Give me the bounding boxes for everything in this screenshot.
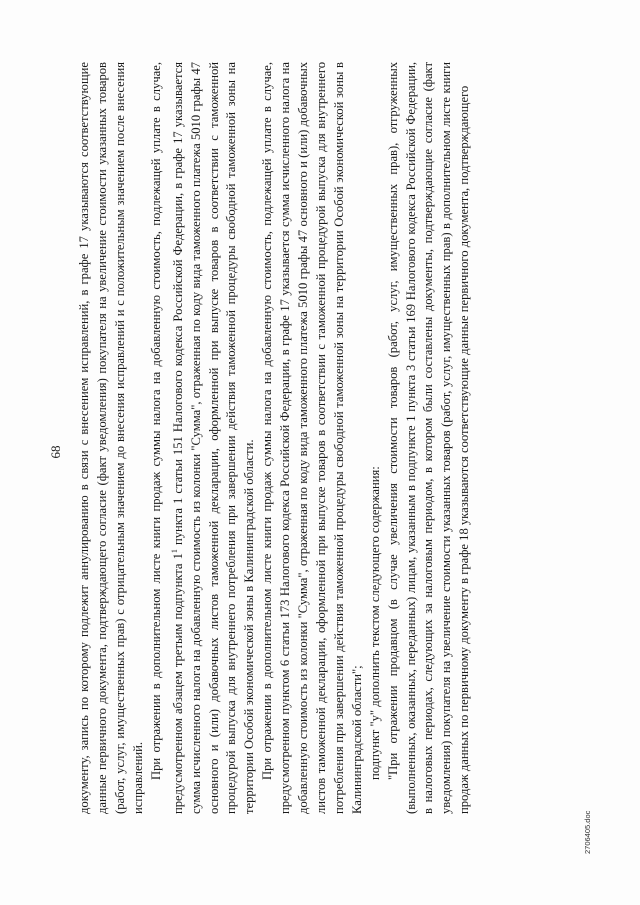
paragraph-2-part-b: пункта 1 статьи 151 Налогового кодекса Российской Федерации, в графе 17 указывается сумма исчисленного налога на добавленную стоимость из колонки "Сумма", отраженная по коду вида таможенного платежа 5010 графы 47 основного и (или) добавочных листов таможенной декларации, оформленной при выпуске товаров в соответствии с таможенной процедурой выпуска для внутреннего потребления при завершении действия таможенной процедуры свободной таможенной зоны на территории Особой экономической зоны в Калининградской области. (170, 62, 257, 814)
paragraph-4: подпункт "у" дополнить текстом следующего содержания: (367, 466, 382, 780)
paragraph-3: При отражении в дополнительном листе книги продаж суммы налога на добавленную стоимость, подлежащей уплате в случае, предусмотренном пунктом 6 статьи 173 Налогового кодекса Российской Федерации, в графе 17 указывается сумма исчисленного налога на добавленную стоимость из колонки "Сумма", отраженная по коду вида таможенного платежа 5010 графы 47 основного и (или) добавочных листов таможенной декларации, оформленной при выпуске товаров в соответствии с таможенной процедурой выпуска для внутреннего потребления при завершении действия таможенной процедуры свободной таможенной зоны на территории Особой экономической зоны в Калининградской области"; (260, 62, 364, 814)
file-name-footer: 2706405.doc (583, 810, 592, 854)
rotated-page-content (40, 42, 600, 862)
paragraph-5: "При отражении продавцом (в случае увеличения стоимости товаров (работ, услуг, имущественных прав), отгруженных (выполненных, оказанных, переданных) лицам, указанным в подпункте 1 пункта 3 статьи 169 Налогового кодекса Российской Федерации, в налоговых периодах, следующих за налоговым периодом, в котором были составлены документы, подтверждающие согласие (факт уведомления) покупателя на увеличение стоимости указанных товаров (работ, услуг, имущественных прав) в дополнительном листе книги продаж данных по первичному документу в графе 18 указываются соответствующие данные первичного документа, подтверждающего (385, 62, 472, 814)
paragraph-2 (148, 62, 260, 814)
paragraph-2-part-a: При отражении в дополнительном листе книги продаж суммы налога на добавленную стоимость, подлежащей уплате в случае, предусмотренном абзацем третьим подпункта 1 (148, 62, 185, 814)
page-number: 68 (48, 445, 63, 459)
paragraph-1: документу, запись по которому подлежит аннулированию в связи с внесением исправлений, в графе 17 указываются соответствующие данные первичного документа, подтверждающего согласие (факт уведомления) покупателя на увеличение стоимости указанных товаров (работ, услуг, имущественных прав) с отрицательным значением до внесения исправлений и с положительным значением после внесения исправлений. (77, 62, 145, 814)
superscript-1: 1 (169, 549, 179, 554)
document-body (76, 62, 474, 814)
